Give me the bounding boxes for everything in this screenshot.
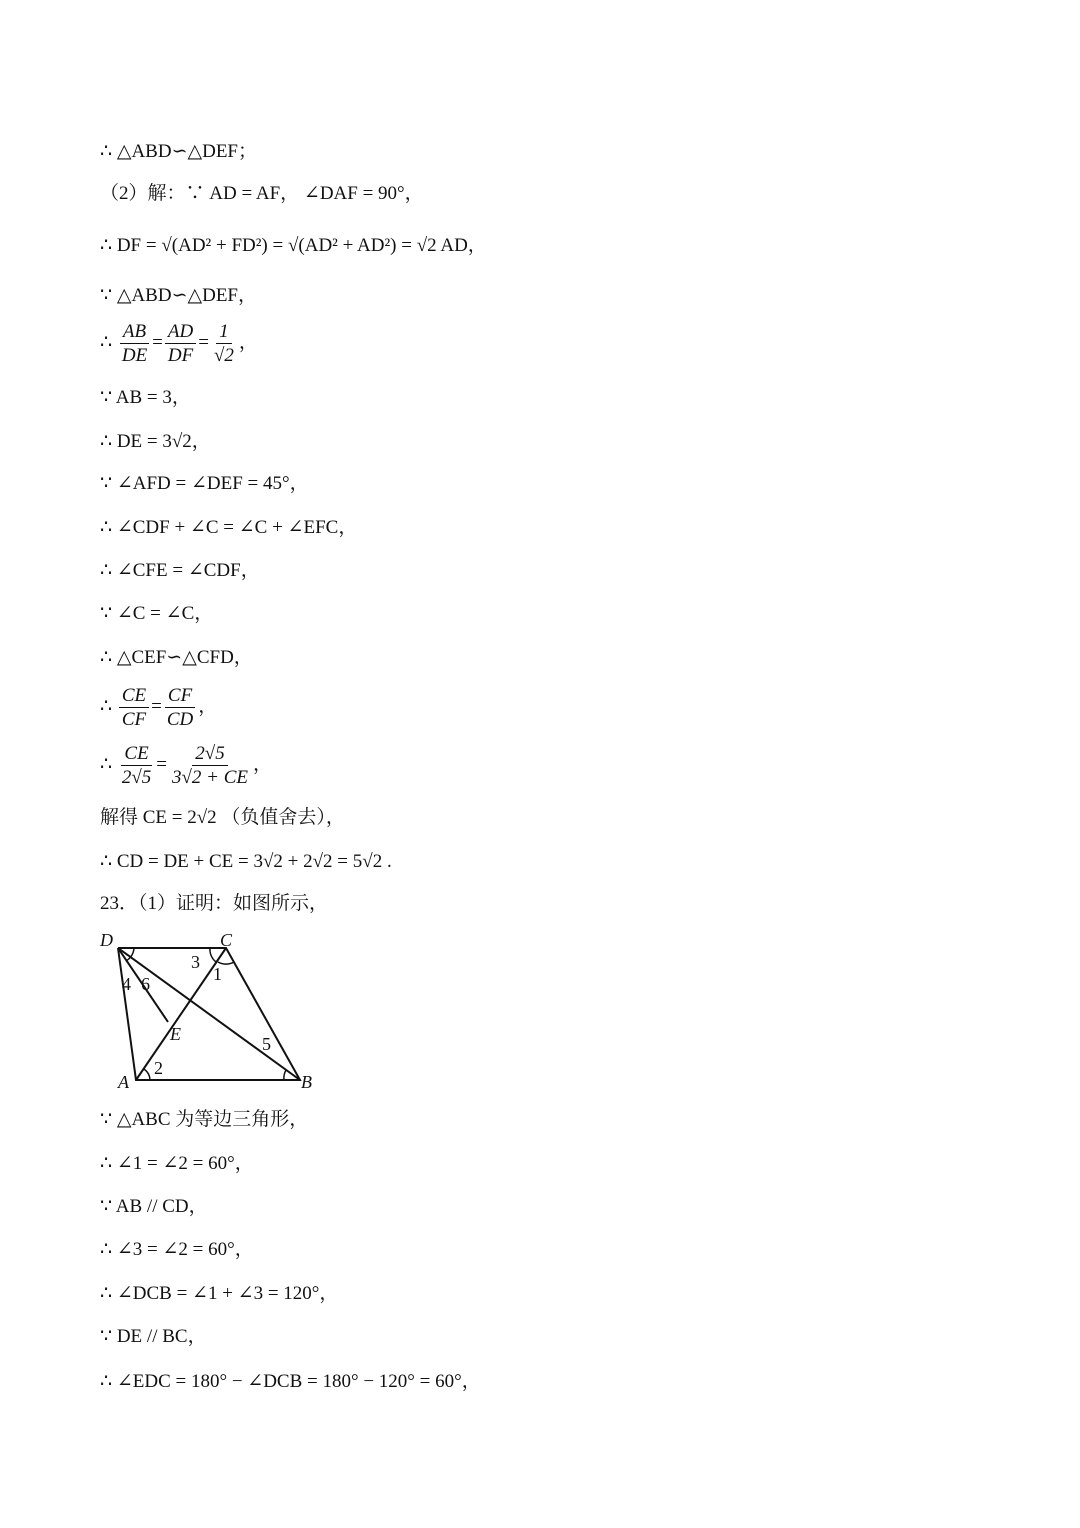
line-10: ∴ ∠CFE = ∠CDF， [100,560,260,581]
label-angle-3: 3 [191,952,200,972]
line-14: ∴ $\frac{CE}{2√5}$ = $\frac{2√5}{3√2 + CE}$ ， [100,743,273,788]
line-16: ∴ CD = DE + CE = 3√2 + 2√2 = 5√2 . [100,851,392,872]
angle-arc-b [284,1070,286,1080]
label-angle-4: 4 [122,974,131,994]
line-13: ∴ $\frac{CE}{CF}$ = $\frac{CF}{CD}$ ， [100,685,218,730]
line-17-question-23: 23．（1）证明：如图所示， [100,893,329,914]
fraction-ad-df: $\frac{AD}{DF}$ [165,322,196,365]
label-d: D [100,930,113,950]
fraction-cf-cd: $\frac{CF}{CD}$ [166,685,194,730]
line-8: ∵ ∠AFD = ∠DEF = 45°， [100,473,309,494]
label-e: E [170,1024,181,1044]
line-7: ∴ DE = 3√2， [100,431,211,452]
fraction-ab-de: $\frac{AB}{DE}$ [121,321,148,366]
line-24: ∴ ∠EDC = 180° − ∠DCB = 180° − 120° = 60°， [100,1371,481,1392]
label-angle-5: 5 [262,1034,271,1054]
line-4: ∵ △ABD∽△DEF， [100,285,257,306]
line-6: ∵ AB = 3， [100,387,191,408]
label-angle-1: 1 [213,964,222,984]
angle-arc-c [210,948,216,962]
fraction-2root5-sum: $\frac{2√5}{3√2 + CE}$ [172,743,249,788]
line-22: ∴ ∠DCB = ∠1 + ∠3 = 120°， [100,1283,339,1304]
line-21: ∴ ∠3 = ∠2 = 60°， [100,1239,254,1260]
line-5: ∴ $\frac{AB}{DE}$ = $\frac{AD}{DF}$ = $\frac{1}{√2}$ ， [100,321,258,366]
label-angle-6: 6 [141,974,150,994]
line-12: ∴ △CEF∽△CFD， [100,647,253,668]
line-2: （2）解：∵ AD = AF， ∠DAF = 90°， [100,183,424,204]
line-18: ∵ △ABC 为等边三角形， [100,1109,309,1130]
label-a: A [118,1072,129,1092]
segment-db [118,948,300,1080]
line-1: ∴ △ABD∽△DEF； [100,141,257,162]
fraction-1-root2: $\frac{1}{√2}$ [213,321,234,366]
line-11: ∵ ∠C = ∠C， [100,603,214,624]
line-15: 解得 CE = 2√2 （负值舍去）， [100,807,345,828]
line-20: ∵ AB // CD， [100,1196,208,1217]
label-c: C [220,930,233,950]
angle-arc-a [144,1069,150,1080]
label-angle-2: 2 [154,1058,163,1078]
geometry-figure [98,928,328,1098]
label-b: B [301,1072,312,1092]
line-9: ∴ ∠CDF + ∠C = ∠C + ∠EFC， [100,517,358,538]
line-19: ∴ ∠1 = ∠2 = 60°， [100,1153,254,1174]
fraction-ce-cf: $\frac{CE}{CF}$ [119,686,149,729]
line-3: ∴ DF = √(AD² + FD²) = √(AD² + AD²) = √2 AD， [100,235,487,256]
fraction-ce-2root5: $\frac{CE}{2√5}$ [121,743,152,788]
line-23: ∵ DE // BC， [100,1326,207,1347]
